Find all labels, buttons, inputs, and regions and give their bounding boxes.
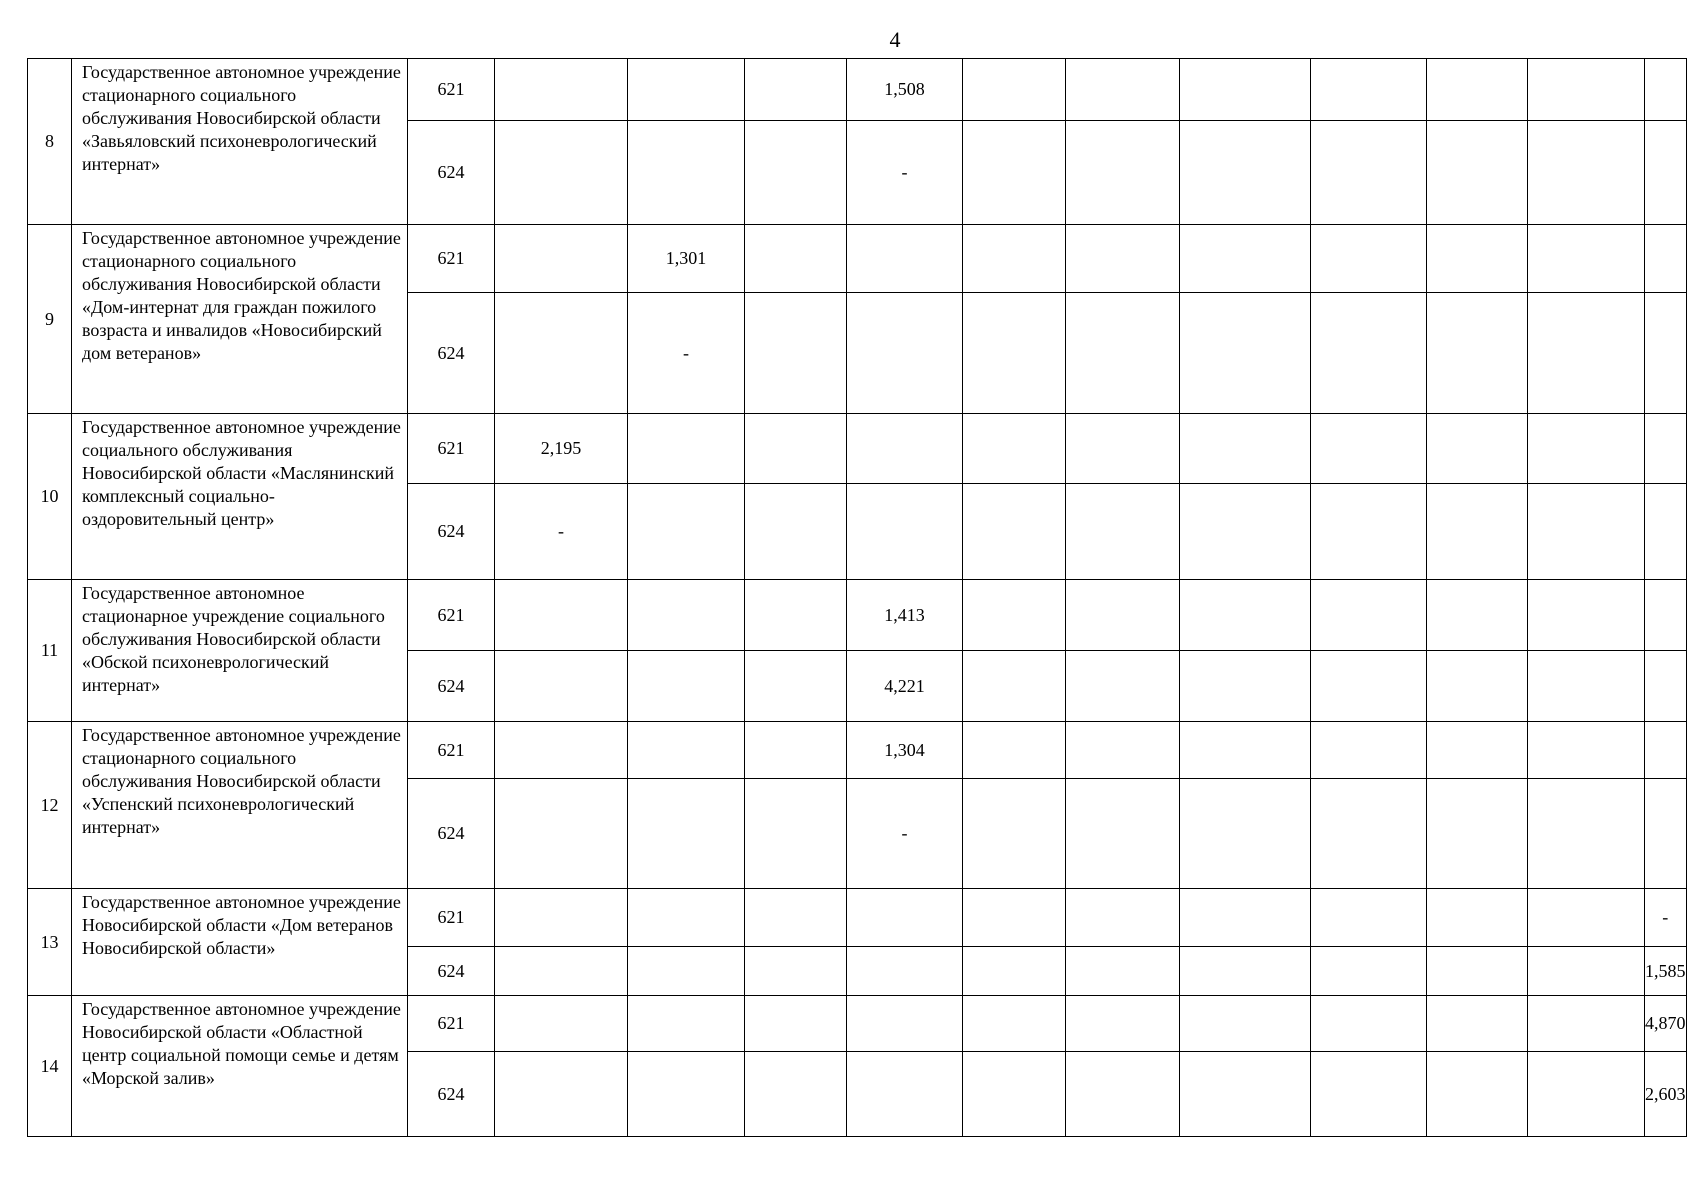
value-cell [1066, 947, 1180, 996]
value-cell [1180, 1052, 1311, 1137]
row-number: 10 [28, 414, 72, 580]
value-cell [1528, 651, 1645, 722]
value-cell [847, 293, 963, 414]
table-row [28, 225, 1687, 293]
value-cell [628, 580, 745, 651]
value-cell: - [847, 121, 963, 225]
value-cell [847, 1052, 963, 1137]
institution-name: Государственное автономное учреждение стационарного социального обслуживания Новосибирской области «Завьяловский психоневрологический интернат» [72, 59, 408, 225]
value-cell [1311, 293, 1427, 414]
value-cell [1528, 1052, 1645, 1137]
value-cell [1528, 59, 1645, 121]
expense-code: 624 [408, 1052, 495, 1137]
value-cell [495, 580, 628, 651]
value-cell: 2,195 [495, 414, 628, 484]
value-cell [1066, 121, 1180, 225]
value-cell [628, 59, 745, 121]
value-cell [628, 947, 745, 996]
value-cell [1311, 225, 1427, 293]
value-cell [1528, 121, 1645, 225]
table-row [28, 59, 1687, 121]
expense-code: 624 [408, 484, 495, 580]
value-cell [847, 996, 963, 1052]
value-cell [1311, 414, 1427, 484]
expense-code: 624 [408, 293, 495, 414]
value-cell [628, 722, 745, 779]
value-cell [745, 996, 847, 1052]
value-cell [1066, 889, 1180, 947]
value-cell [1427, 580, 1528, 651]
value-cell [1645, 722, 1687, 779]
value-cell [1645, 121, 1687, 225]
value-cell [745, 651, 847, 722]
row-number: 13 [28, 889, 72, 996]
value-cell [1180, 779, 1311, 889]
value-cell [847, 414, 963, 484]
value-cell [963, 484, 1066, 580]
value-cell [745, 121, 847, 225]
value-cell [1180, 414, 1311, 484]
value-cell: 4,870 [1645, 996, 1687, 1052]
value-cell [745, 1052, 847, 1137]
allocation-table [27, 58, 1687, 1137]
value-cell [1066, 59, 1180, 121]
value-cell [745, 580, 847, 651]
value-cell [1427, 293, 1528, 414]
value-cell: 1,585 [1645, 947, 1687, 996]
expense-code: 621 [408, 414, 495, 484]
expense-code: 624 [408, 121, 495, 225]
value-cell [1311, 889, 1427, 947]
value-cell [1645, 484, 1687, 580]
value-cell [1311, 722, 1427, 779]
row-number: 8 [28, 59, 72, 225]
value-cell [495, 779, 628, 889]
value-cell [963, 293, 1066, 414]
value-cell [628, 651, 745, 722]
value-cell [1180, 59, 1311, 121]
value-cell [495, 889, 628, 947]
value-cell [495, 121, 628, 225]
value-cell [1645, 580, 1687, 651]
value-cell [1180, 580, 1311, 651]
value-cell [1427, 1052, 1528, 1137]
table-row [28, 580, 1687, 651]
value-cell [1311, 59, 1427, 121]
value-cell [1066, 996, 1180, 1052]
value-cell [963, 414, 1066, 484]
value-cell [1066, 1052, 1180, 1137]
value-cell [1311, 651, 1427, 722]
value-cell [495, 1052, 628, 1137]
value-cell [1066, 722, 1180, 779]
value-cell [1427, 651, 1528, 722]
value-cell [628, 414, 745, 484]
value-cell: 1,301 [628, 225, 745, 293]
value-cell [1645, 779, 1687, 889]
value-cell [1066, 651, 1180, 722]
value-cell [1427, 414, 1528, 484]
value-cell [1427, 722, 1528, 779]
value-cell [1645, 651, 1687, 722]
value-cell [1311, 996, 1427, 1052]
value-cell [745, 889, 847, 947]
value-cell [1066, 484, 1180, 580]
value-cell [495, 225, 628, 293]
value-cell [1645, 59, 1687, 121]
expense-code: 621 [408, 225, 495, 293]
value-cell [1427, 484, 1528, 580]
value-cell [1066, 580, 1180, 651]
value-cell [745, 414, 847, 484]
value-cell [745, 947, 847, 996]
value-cell [963, 59, 1066, 121]
value-cell [963, 1052, 1066, 1137]
value-cell [1066, 414, 1180, 484]
value-cell: - [1645, 889, 1687, 947]
value-cell: 1,508 [847, 59, 963, 121]
value-cell [963, 121, 1066, 225]
expense-code: 621 [408, 722, 495, 779]
value-cell [745, 293, 847, 414]
value-cell [1528, 580, 1645, 651]
value-cell [1066, 293, 1180, 414]
institution-name: Государственное автономное стационарное учреждение социального обслуживания Новосибирской области «Обской психоневрологический интернат» [72, 580, 408, 722]
value-cell [745, 722, 847, 779]
value-cell [963, 889, 1066, 947]
value-cell [963, 722, 1066, 779]
institution-name: Государственное автономное учреждение стационарного социального обслуживания Новосибирской области «Дом-интернат для граждан пожилого возраста и инвалидов «Новосибирский дом ветеранов» [72, 225, 408, 414]
expense-code: 621 [408, 996, 495, 1052]
value-cell [1427, 996, 1528, 1052]
value-cell [1427, 889, 1528, 947]
value-cell [1180, 651, 1311, 722]
value-cell [1180, 121, 1311, 225]
value-cell [1427, 225, 1528, 293]
value-cell [1311, 779, 1427, 889]
value-cell [1427, 59, 1528, 121]
row-number: 11 [28, 580, 72, 722]
row-number: 12 [28, 722, 72, 889]
value-cell [1528, 414, 1645, 484]
expense-code: 621 [408, 580, 495, 651]
value-cell [1528, 722, 1645, 779]
institution-name: Государственное автономное учреждение социального обслуживания Новосибирской области «Маслянинский комплексный социально-оздоровительный центр» [72, 414, 408, 580]
value-cell [1180, 484, 1311, 580]
expense-code: 624 [408, 947, 495, 996]
value-cell [963, 580, 1066, 651]
value-cell [1645, 293, 1687, 414]
value-cell [495, 59, 628, 121]
value-cell [628, 779, 745, 889]
value-cell [495, 722, 628, 779]
value-cell: - [628, 293, 745, 414]
value-cell: 1,304 [847, 722, 963, 779]
value-cell [1311, 484, 1427, 580]
value-cell: - [495, 484, 628, 580]
value-cell [495, 293, 628, 414]
value-cell [1528, 947, 1645, 996]
value-cell [1311, 947, 1427, 996]
value-cell [628, 1052, 745, 1137]
table-row [28, 414, 1687, 484]
value-cell [495, 947, 628, 996]
value-cell [963, 651, 1066, 722]
expense-code: 621 [408, 59, 495, 121]
value-cell [1180, 947, 1311, 996]
value-cell [847, 947, 963, 996]
value-cell [1528, 484, 1645, 580]
value-cell: 4,221 [847, 651, 963, 722]
row-number: 9 [28, 225, 72, 414]
institution-name: Государственное автономное учреждение Новосибирской области «Областной центр социальной помощи семье и детям «Морской залив» [72, 996, 408, 1137]
value-cell [1311, 121, 1427, 225]
value-cell [628, 996, 745, 1052]
value-cell [628, 889, 745, 947]
value-cell [963, 225, 1066, 293]
expense-code: 624 [408, 651, 495, 722]
table-row [28, 996, 1687, 1052]
value-cell [1180, 889, 1311, 947]
value-cell [1528, 996, 1645, 1052]
expense-code: 624 [408, 779, 495, 889]
value-cell [1645, 414, 1687, 484]
value-cell [1180, 996, 1311, 1052]
value-cell [1427, 121, 1528, 225]
value-cell [495, 651, 628, 722]
value-cell: 2,603 [1645, 1052, 1687, 1137]
value-cell [1311, 1052, 1427, 1137]
value-cell [963, 779, 1066, 889]
value-cell [628, 121, 745, 225]
value-cell [1645, 225, 1687, 293]
value-cell [1066, 225, 1180, 293]
value-cell [963, 947, 1066, 996]
value-cell: - [847, 779, 963, 889]
value-cell [1528, 225, 1645, 293]
value-cell [745, 484, 847, 580]
institution-name: Государственное автономное учреждение стационарного социального обслуживания Новосибирской области «Успенский психоневрологический интернат» [72, 722, 408, 889]
page-number: 4 [889, 27, 901, 52]
value-cell [628, 484, 745, 580]
value-cell [1427, 947, 1528, 996]
value-cell [847, 484, 963, 580]
value-cell [1427, 779, 1528, 889]
expense-code: 621 [408, 889, 495, 947]
value-cell [1528, 293, 1645, 414]
value-cell [495, 996, 628, 1052]
institution-name: Государственное автономное учреждение Новосибирской области «Дом ветеранов Новосибирской области» [72, 889, 408, 996]
value-cell [1066, 779, 1180, 889]
value-cell [745, 59, 847, 121]
value-cell [745, 779, 847, 889]
row-number: 14 [28, 996, 72, 1137]
value-cell [847, 889, 963, 947]
value-cell [745, 225, 847, 293]
value-cell [1528, 889, 1645, 947]
value-cell [1311, 580, 1427, 651]
table-row [28, 722, 1687, 779]
value-cell [963, 996, 1066, 1052]
value-cell [1180, 225, 1311, 293]
value-cell [847, 225, 963, 293]
value-cell [1528, 779, 1645, 889]
value-cell: 1,413 [847, 580, 963, 651]
value-cell [1180, 722, 1311, 779]
value-cell [1180, 293, 1311, 414]
table-row [28, 889, 1687, 947]
